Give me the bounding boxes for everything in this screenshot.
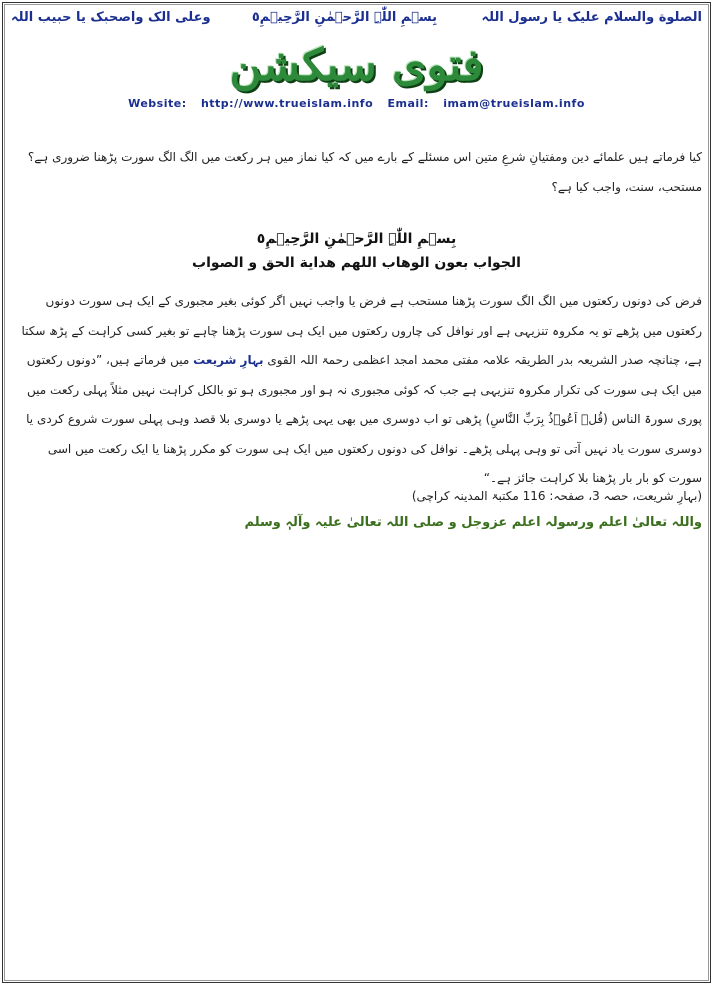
header-salutation-left: وعلی الک واصحبک یا حبیب اللہ [11, 10, 211, 25]
question-text: کیا فرماتے ہیں علمائے دین ومفتیانِ شرعِ متین اس مسئلے کے بارے میں کہ کیا نماز میں ہر رکعت میں الگ الگ سورت پڑھنا ضروری ہے؟ مستحب، سنت، واجب کیا ہے؟ [27, 150, 702, 194]
answer-bismillah: بِسۡمِ اللّٰہِ الرَّحۡمٰنِ الرَّحِیۡمِ٥ [256, 231, 457, 247]
fatwa-section-logo: فتوی سیکشن [229, 40, 484, 91]
book-name: بہارِ شریعت [193, 353, 264, 367]
header-salutation-right: الصلوة والسلام علیک یا رسول اللہ [481, 10, 702, 25]
email-label: Email: [387, 97, 429, 110]
answer-body [13, 287, 702, 494]
page-inner-border [4, 4, 709, 981]
reference-citation: (بہارِ شریعت، حصہ 3، صفحہ: 116 مکتبۃ المدینہ کراچی) [411, 489, 702, 503]
website-link[interactable]: http://www.trueislam.info [200, 97, 374, 110]
header-bar [11, 8, 702, 30]
answer-text-part2: میں فرماتے ہیں، ”دونوں رکعتوں میں ایک ہی سورت کی تکرار مکروہ تنزیہی ہے جب کہ کوئی مجبوری نہ ہو اور مجبوری ہو تو بالکل کراہت نہیں مثلاً پہلی رکعت میں پوری سورۃ الناس (قُلۡ اَعُوۡذُ بِرَبِّ النَّاسِ) پڑھی تو اب دوسری میں بھی یہی پڑھے یا دوسری بلا قصد وہی پہلی سورت شروع کردی یا دوسری سورت یاد نہیں آتی تو وہی پہلی پڑھے۔ نوافل کی دونوں رکعتوں میں ایک ہی سورت کو مکرر پڑھنا یا ایک رکعت میں اسی سورت کو بار بار پڑھنا بلا کراہت جائز ہے۔“ [26, 353, 702, 485]
answer-heading: الجواب بعون الوهاب اللهم هداية الحق و الصواب [192, 255, 521, 271]
website-label: Website: [128, 97, 187, 110]
header-bismillah: بِسۡمِ اللّٰہِ الرَّحۡمٰنِ الرَّحِیۡمِ٥ [251, 10, 437, 25]
closing-dua: واللہ تعالیٰ اعلم ورسولہ اعلم عزوجل و صلی اللہ تعالیٰ علیہ وآلہٖ وسلم [244, 515, 702, 530]
contact-line [5, 97, 708, 110]
fatwa-page [2, 2, 711, 983]
email-link[interactable]: imam@trueislam.info [443, 97, 585, 110]
answer-text-part1: فرض کی دونوں رکعتوں میں الگ الگ سورت پڑھنا مستحب ہے فرض یا واجب نہیں اگر کوئی بغیر مجبوری کے ایک ہی سورت دونوں رکعتوں میں پڑھے تو یہ مکروہ تنزیہی ہے اور نوافل کی چاروں رکعتوں میں ایک ہی سورت پڑھنا چاہے تو بغیر کسی کراہت کے پڑھ سکتا ہے، چنانچہ صدر الشریعہ بدر الطریقہ علامہ مفتی محمد امجد اعظمی رحمۃ اللہ القوی [21, 294, 702, 367]
